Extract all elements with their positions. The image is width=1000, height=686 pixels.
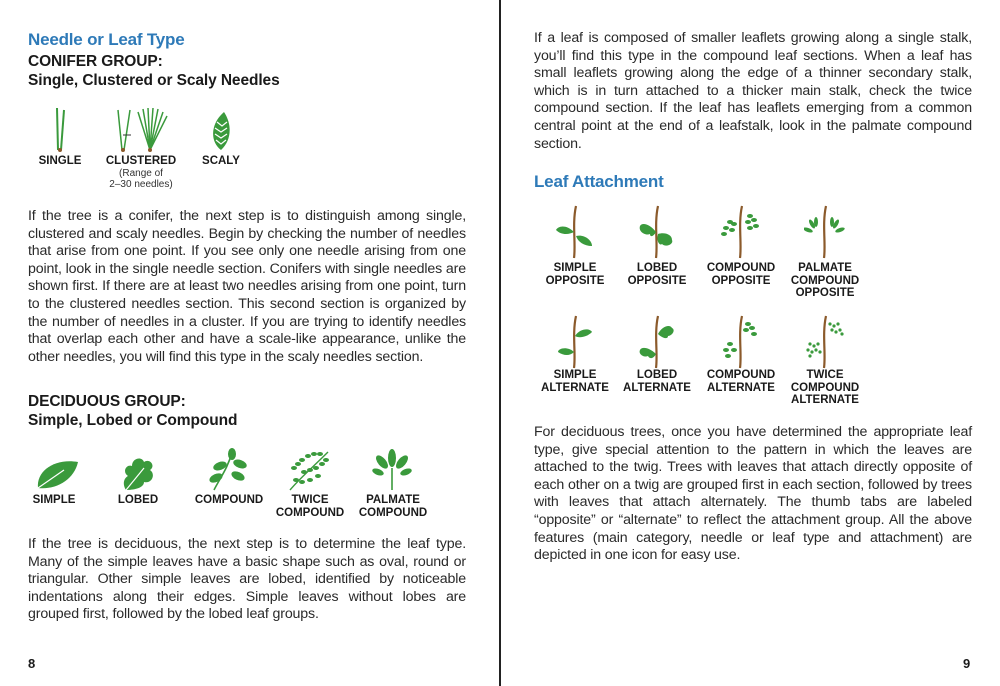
conifer-paragraph: If the tree is a conifer, the next step is to distinguish among single, clustered and scaly needles. Begin by checking the number of needles that arise from one point. If you see only one needle arising from one point, look in the single needle section. Conifers with single needles are shown first. If there are at least two needles arising from one point, turn to the clustered needles section. This second section is organized by the number of needles in a cluster. If you are trying to identify needles that overlap each other and have a scale-like appearance, unlike the other needles, you will find this type in the scaly needles section.	[28, 208, 466, 365]
simple-alternate-label: SIMPLE ALTERNATE	[541, 369, 609, 394]
compound-alternate-label: COMPOUND ALTERNATE	[706, 369, 776, 394]
twice-compound-alternate-icon	[804, 314, 846, 370]
deciduous-group-heading: DECIDUOUS GROUP:	[28, 393, 186, 410]
palmate-compound-opposite-label: PALMATE COMPOUND OPPOSITE	[790, 262, 860, 299]
palmate-compound-leaf-icon	[372, 448, 414, 492]
lobed-opposite-icon	[636, 204, 678, 260]
compound-opposite-icon	[720, 204, 762, 260]
twice-compound-leaf-label: TWICE COMPOUND	[275, 494, 345, 519]
lobed-alternate-icon	[636, 314, 678, 370]
compound-leaf-label: COMPOUND	[194, 494, 264, 506]
clustered-needles-label: CLUSTERED	[105, 155, 177, 167]
lobed-opposite-label: LOBED OPPOSITE	[627, 262, 687, 287]
page-number-right: 9	[963, 656, 971, 671]
scaly-needles-label: SCALY	[202, 155, 240, 167]
lobed-leaf-icon	[120, 454, 156, 492]
single-needle-icon	[40, 106, 80, 152]
scaly-needles-icon	[204, 110, 238, 152]
needle-leaf-type-title: Needle or Leaf Type	[28, 30, 185, 49]
compound-opposite-label: COMPOUND OPPOSITE	[706, 262, 776, 287]
clustered-needles-range: (Range of 2–30 needles)	[109, 168, 173, 190]
page-number-left: 8	[28, 656, 36, 671]
clustered-needles-icon	[112, 106, 172, 152]
palmate-compound-leaf-label: PALMATE COMPOUND	[358, 494, 428, 519]
left-page	[0, 0, 499, 686]
right-page	[501, 0, 1000, 686]
conifer-group-subheading: Single, Clustered or Scaly Needles	[28, 72, 280, 89]
compound-alternate-icon	[720, 314, 762, 370]
compound-leaf-icon	[206, 448, 252, 492]
simple-opposite-label: SIMPLE OPPOSITE	[545, 262, 605, 287]
deciduous-group-subheading: Simple, Lobed or Compound	[28, 412, 238, 429]
simple-opposite-icon	[554, 204, 596, 260]
twice-compound-alternate-label: TWICE COMPOUND ALTERNATE	[790, 369, 860, 406]
simple-alternate-icon	[554, 314, 596, 370]
simple-leaf-label: SIMPLE	[32, 494, 76, 506]
twice-compound-leaf-icon	[284, 448, 334, 492]
attachment-paragraph: For deciduous trees, once you have determined the appropriate leaf type, give special attention to the pattern in which the leaves are attached to the twig. Trees with leaves that attach directly opposite of each other on a twig are grouped first in each section, followed by trees with leaves that attach alternately. The thumb tabs are labeled “opposite” or “alternate” to reflect the attachment group. All the above features (main category, needle or leaf type and attachment) are depicted in one icon for easy use.	[534, 424, 972, 564]
single-needle-label: SINGLE	[38, 155, 82, 167]
compound-intro-paragraph: If a leaf is composed of smaller leaflets growing along a single stalk, you’ll find this type in the compound leaf sections. When a leaf has small leaflets growing along the edge of a thinner secondary stalk, which is in turn attached to a thicker main stalk, check the twice compound section. If the leaf has leaflets emerging from a common central point at the end of a leafstalk, look in the palmate compound section.	[534, 30, 972, 152]
simple-leaf-icon	[34, 456, 80, 492]
conifer-group-heading: CONIFER GROUP:	[28, 53, 163, 70]
palmate-compound-opposite-icon	[804, 204, 846, 260]
lobed-leaf-label: LOBED	[117, 494, 159, 506]
lobed-alternate-label: LOBED ALTERNATE	[623, 369, 691, 394]
leaf-attachment-title: Leaf Attachment	[534, 172, 664, 191]
deciduous-paragraph: If the tree is deciduous, the next step is to determine the leaf type. Many of the simple leaves have a basic shape such as oval, round or triangular. Other simple leaves are lobed, identified by noticeable indentations along their edges. Simple leaves without lobes are grouped first, followed by the lobed leaf groups.	[28, 536, 466, 623]
